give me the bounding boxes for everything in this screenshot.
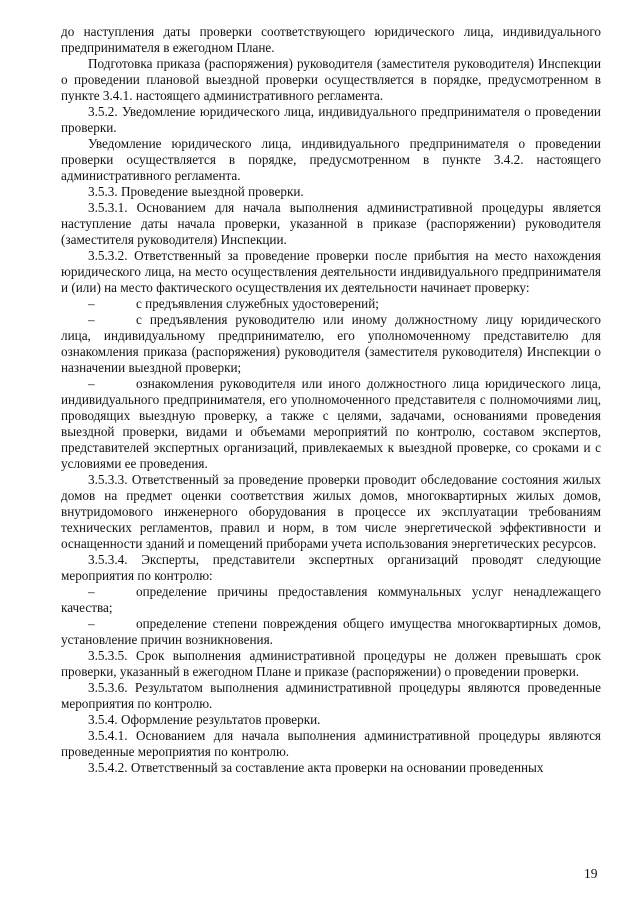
list-item-text: определение причины предоставления коммунальных услуг ненадлежащего качества; <box>61 584 601 615</box>
document-body <box>61 24 601 776</box>
list-item-text: с предъявления служебных удостоверений; <box>136 296 379 311</box>
list-item <box>61 312 601 376</box>
list-item-text: с предъявления руководителю или иному должностному лицу юридического лица, индивидуальному предпринимателю, его уполномоченному представителю для ознакомления приказа (распоряжения) руководителя (заместителя руководителя) Инспекции о назначении выездной проверки; <box>61 312 601 375</box>
page-number: 19 <box>584 866 598 881</box>
list-item <box>61 376 601 472</box>
paragraph-3-5-3-6: 3.5.3.6. Результатом выполнения административной процедуры являются проведенные мероприятия по контролю. <box>61 680 601 711</box>
paragraph-3-5-3-2: 3.5.3.2. Ответственный за проведение проверки после прибытия на место нахождения юридического лица, на место осуществления деятельности индивидуального предпринимателя и (или) на место фактического осуществления их деятельности начинает проверку: <box>61 248 601 295</box>
paragraph-order-preparation: Подготовка приказа (распоряжения) руководителя (заместителя руководителя) Инспекции о проведении плановой выездной проверки осуществляется в порядке, предусмотренном в пункте 3.4.1. настоящего административного регламента. <box>61 56 601 103</box>
list-dash: – <box>88 376 95 391</box>
list-item-text: ознакомления руководителя или иного должностного лица юридического лица, индивидуального предпринимателя, его уполномоченного представителя с полномочиями лиц, проводящих выездную проверку, а также с целями, задачами, основаниями проведения выездной проверки, видами и объемами мероприятий по контролю, составом экспертов, представителей экспертных организаций, привлекаемых к выездной проверке, со сроками и с условиями ее проведения. <box>61 376 601 471</box>
paragraph-3-5-4-2: 3.5.4.2. Ответственный за составление акта проверки на основании проведенных <box>88 760 544 775</box>
list-item <box>61 296 601 312</box>
list-dash: – <box>88 584 95 599</box>
paragraph-3-5-3-4: 3.5.3.4. Эксперты, представители экспертных организаций проводят следующие мероприятия по контролю: <box>61 552 601 583</box>
paragraph-notification: Уведомление юридического лица, индивидуального предпринимателя о проведении проверки осуществляется в порядке, предусмотренном в пункте 3.4.2. настоящего административного регламента. <box>61 136 601 183</box>
paragraph-3-5-3-1: 3.5.3.1. Основанием для начала выполнения административной процедуры является наступление даты начала проверки, указанной в приказе (распоряжении) руководителя (заместителя руководителя) Инспекции. <box>61 200 601 247</box>
paragraph-3-5-4: 3.5.4. Оформление результатов проверки. <box>88 712 321 727</box>
list-item <box>61 584 601 616</box>
paragraph-3-5-3-5: 3.5.3.5. Срок выполнения административной процедуры не должен превышать срок проверки, указанный в ежегодном Плане и приказе (распоряжении) о проведении проверки. <box>61 648 601 679</box>
list-dash: – <box>88 312 95 327</box>
paragraph-continuation: до наступления даты проверки соответствующего юридического лица, индивидуального предпринимателя в ежегодном Плане. <box>61 24 601 55</box>
list-dash: – <box>88 296 95 311</box>
list-dash: – <box>88 616 95 631</box>
paragraph-3-5-3-3: 3.5.3.3. Ответственный за проведение проверки проводит обследование состояния жилых домов на предмет оценки соответствия жилых домов, многоквартирных жилых домов, внутридомового инженерного оборудования в процессе их эксплуатации требованиям технических регламентов, правил и норм, в том числе энергетической эффективности и оснащенности зданий и помещений приборами учета использования энергетических ресурсов. <box>61 472 601 551</box>
paragraph-3-5-2: 3.5.2. Уведомление юридического лица, индивидуального предпринимателя о проведении проверки. <box>61 104 601 135</box>
paragraph-3-5-4-1: 3.5.4.1. Основанием для начала выполнения административной процедуры являются проведенные мероприятия по контролю. <box>61 728 601 759</box>
paragraph-3-5-3: 3.5.3. Проведение выездной проверки. <box>88 184 304 199</box>
list-item-text: определение степени повреждения общего имущества многоквартирных домов, установление причин возникновения. <box>61 616 601 647</box>
list-item <box>61 616 601 648</box>
